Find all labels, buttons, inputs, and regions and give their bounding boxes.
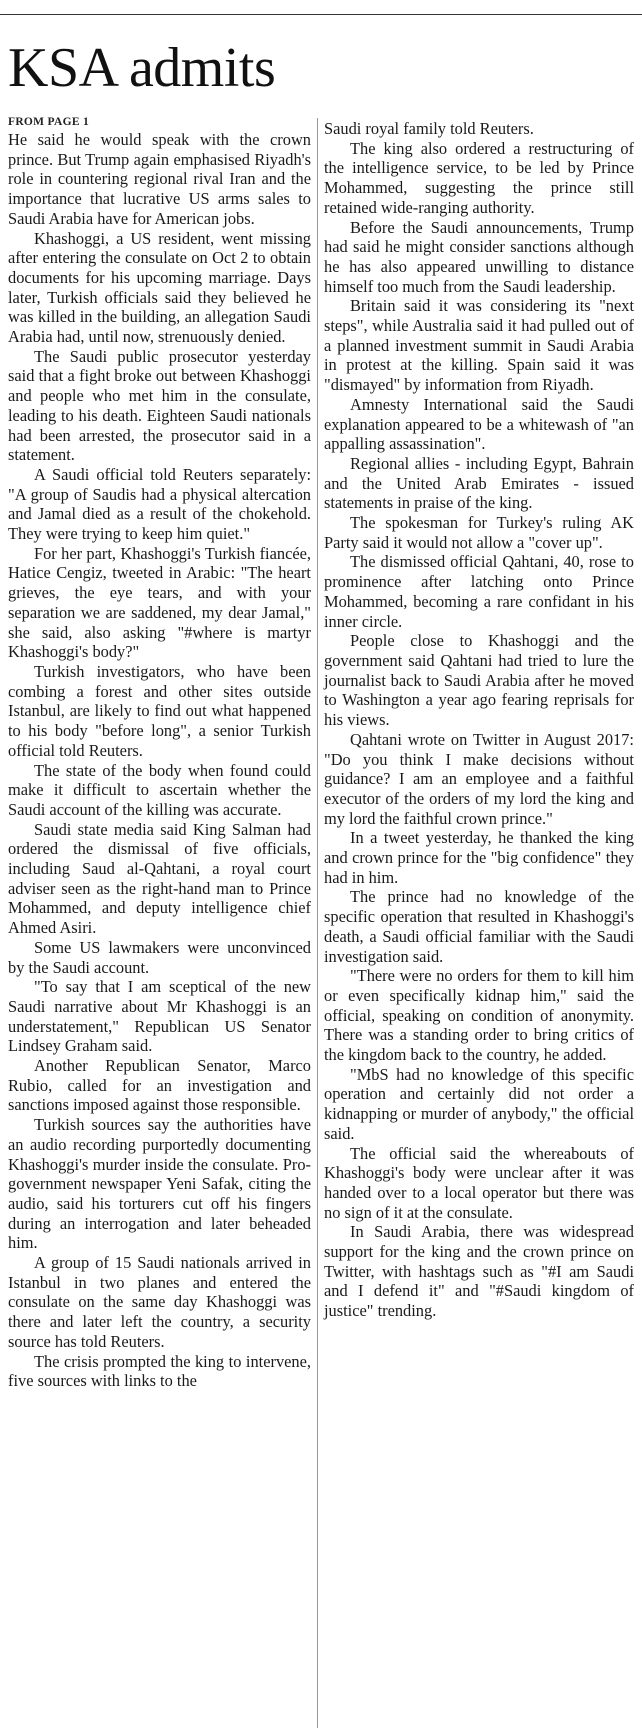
paragraph: In a tweet yesterday, he thanked the king and crown prince for the "big confidence" they had in him.	[324, 828, 634, 887]
kicker: FROM PAGE 1	[8, 116, 90, 128]
paragraph: Khashoggi, a US resident, went missing after entering the consulate on Oct 2 to obtain documents for his upcoming marriage. Days later, Turkish officials said they believed he was killed in the building, an allegation Saudi Arabia had, until now, strenuously denied.	[8, 228, 311, 347]
left-column	[8, 115, 311, 1391]
paragraph: He said he would speak with the crown prince. But Trump again emphasised Riyadh's role in countering regional rival Iran and the importance that lucrative US arms sales to Saudi Arabia have for American jobs.	[8, 130, 311, 228]
paragraph: Some US lawmakers were unconvinced by the Saudi account.	[8, 937, 311, 977]
paragraph: The king also ordered a restructuring of the intelligence service, to be led by Prince Mohammed, suggesting the prince still retained wide-ranging authority.	[324, 138, 634, 217]
paragraph: "MbS had no knowledge of this specific operation and certainly did not order a kidnapping or murder of anybody," the official said.	[324, 1064, 634, 1143]
paragraph: Another Republican Senator, Marco Rubio, called for an investigation and sanctions imposed against those responsible.	[8, 1056, 311, 1115]
paragraph: The state of the body when found could make it difficult to ascertain whether the Saudi account of the killing was accurate.	[8, 760, 311, 819]
paragraph: Britain said it was considering its "next steps", while Australia said it had pulled out of a planned investment summit in Saudi Arabia in protest at the killing. Spain said it was "dismayed" by information from Riyadh.	[324, 296, 634, 395]
paragraph: A Saudi official told Reuters separately: "A group of Saudis had a physical altercation and Jamal died as a result of the chokehold. They were trying to keep him quiet."	[8, 464, 311, 544]
headline: KSA admits	[8, 37, 276, 99]
paragraph: "There were no orders for them to kill him or even specifically kidnap him," said the official, speaking on condition of anonymity. There was a standing order to bring critics of the kingdom back to the country, he added.	[324, 966, 634, 1065]
paragraph: Amnesty International said the Saudi explanation appeared to be a whitewash of "an appalling assassination".	[324, 394, 634, 454]
column-divider	[317, 118, 318, 1728]
paragraph: The Saudi public prosecutor yesterday said that a fight broke out between Khashoggi and people who met him in the consulate, leading to his death. Eighteen Saudi nationals had been arrested, the prosecutor said in a statement.	[8, 346, 311, 465]
paragraph: For her part, Khashoggi's Turkish fiancée, Hatice Cengiz, tweeted in Arabic: "The heart grieves, the eye tears, and with your separation we are saddened, my dear Jamal," she said, also asking "#where is martyr Khashoggi's body?"	[8, 543, 311, 662]
paragraph: Before the Saudi announcements, Trump had said he might consider sanctions although he has also appeared unwilling to distance himself too much from the Saudi leadership.	[324, 217, 634, 296]
paragraph: Saudi state media said King Salman had ordered the dismissal of five officials, including Saud al-Qahtani, a royal court adviser seen as the right-hand man to Prince Mohammed, and deputy intelligence chief Ahmed Asiri.	[8, 819, 311, 938]
paragraph: Saudi royal family told Reuters.	[324, 119, 534, 138]
paragraph: The dismissed official Qahtani, 40, rose to prominence after latching onto Prince Mohammed, becoming a rare confidant in his inner circle.	[324, 552, 634, 631]
paragraph: The prince had no knowledge of the specific operation that resulted in Khashoggi's death, a Saudi official familiar with the Saudi investigation said.	[324, 887, 634, 966]
paragraph: Regional allies - including Egypt, Bahrain and the United Arab Emirates - issued statements in praise of the king.	[324, 453, 634, 513]
paragraph: Turkish sources say the authorities have an audio recording purportedly documenting Khashoggi's murder inside the consulate. Pro-government newspaper Yeni Safak, citing the audio, said his torturers cut off his fingers during an interrogation and later beheaded him.	[8, 1115, 311, 1253]
paragraph: People close to Khashoggi and the government said Qahtani had tried to lure the journalist back to Saudi Arabia after he moved to Washington a year ago fearing reprisals for his views.	[324, 631, 634, 730]
paragraph: Turkish investigators, who have been combing a forest and other sites outside Istanbul, are likely to find out what happened to his body "before long", a senior Turkish official told Reuters.	[8, 661, 311, 760]
paragraph: Qahtani wrote on Twitter in August 2017: "Do you think I make decisions without guidance? I am an employee and a faithful executor of the orders of my lord the king and my lord the faithful crown prince."	[324, 729, 634, 828]
right-column	[324, 119, 634, 1321]
paragraph: The official said the whereabouts of Khashoggi's body were unclear after it was handed over to a local operator but there was no sign of it at the consulate.	[324, 1143, 634, 1222]
paragraph: In Saudi Arabia, there was widespread support for the king and the crown prince on Twitter, with hashtags such as "#I am Saudi and I defend it" and "#Saudi kingdom of justice" trending.	[324, 1222, 634, 1321]
paragraph: The crisis prompted the king to intervene, five sources with links to the	[8, 1351, 311, 1391]
paragraph: The spokesman for Turkey's ruling AK Party said it would not allow a "cover up".	[324, 513, 634, 552]
top-rule	[0, 14, 642, 15]
paragraph: A group of 15 Saudi nationals arrived in Istanbul in two planes and entered the consulate on the same day Khashoggi was there and later left the country, a security source has told Reuters.	[8, 1253, 311, 1351]
paragraph: "To say that I am sceptical of the new Saudi narrative about Mr Khashoggi is an understatement," Republican US Senator Lindsey Graham said.	[8, 977, 311, 1056]
